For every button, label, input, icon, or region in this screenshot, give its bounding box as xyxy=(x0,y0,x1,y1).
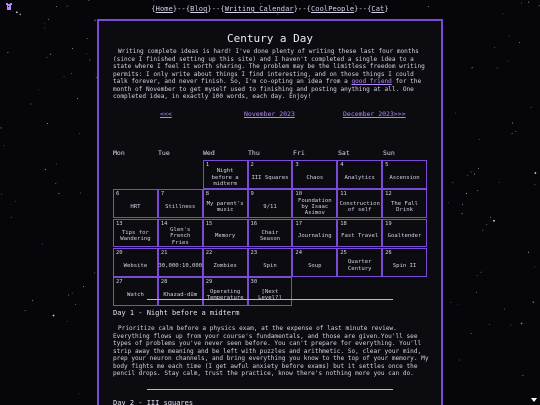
star xyxy=(15,201,16,202)
calendar-day[interactable] xyxy=(248,160,293,189)
calendar-day[interactable] xyxy=(292,219,337,248)
next-month-link[interactable]: December 2023>>> xyxy=(343,110,406,118)
star xyxy=(451,302,452,303)
star xyxy=(471,172,472,173)
star xyxy=(72,293,73,294)
star xyxy=(467,175,468,176)
day-title: Zombies xyxy=(213,262,237,269)
weekday-fri: Fri xyxy=(293,149,305,157)
star xyxy=(462,213,463,214)
nav-link-home[interactable]: Home xyxy=(155,5,173,13)
day-number: 15 xyxy=(205,220,213,227)
star xyxy=(528,2,529,3)
day-title: Memory xyxy=(215,233,236,240)
star xyxy=(44,23,45,24)
day-title: Operating xyxy=(209,288,241,295)
star xyxy=(472,67,473,68)
entry-heading: Day 2 - III squares xyxy=(113,399,194,405)
content-panel xyxy=(97,19,443,405)
day-title: III Squares xyxy=(251,174,289,181)
day-number: 26 xyxy=(385,249,392,256)
day-title: Fast Travel xyxy=(341,233,379,240)
day-title: 9/11 xyxy=(263,203,277,210)
star xyxy=(94,273,95,274)
star xyxy=(77,98,78,99)
star xyxy=(80,193,81,194)
calendar-day[interactable] xyxy=(382,160,427,189)
star xyxy=(19,14,21,16)
good-friend-link[interactable]: good friend xyxy=(351,78,392,85)
day-title: Spin xyxy=(263,262,277,269)
star xyxy=(32,300,33,301)
weekday-sun: Sun xyxy=(383,149,395,157)
star xyxy=(1,127,2,128)
star xyxy=(94,19,96,21)
day-number: 21 xyxy=(160,249,168,256)
star xyxy=(79,133,80,134)
star xyxy=(478,168,479,169)
star xyxy=(503,13,504,14)
star xyxy=(521,323,523,325)
star xyxy=(89,60,90,61)
calendar-day[interactable] xyxy=(382,219,427,248)
star xyxy=(528,252,529,253)
star xyxy=(499,182,500,183)
day-number: 22 xyxy=(205,249,213,256)
star xyxy=(521,3,522,4)
star xyxy=(534,184,535,185)
calendar-day[interactable] xyxy=(203,219,248,248)
star xyxy=(471,333,472,334)
calendar-day[interactable] xyxy=(113,277,158,306)
star xyxy=(534,266,535,267)
star xyxy=(474,174,475,175)
calendar-day[interactable] xyxy=(158,248,203,277)
calendar-day[interactable] xyxy=(382,248,427,277)
calendar-day[interactable] xyxy=(113,219,158,248)
page-title: Century a Day xyxy=(226,32,314,45)
day-title: HRT xyxy=(130,203,141,210)
calendar-day[interactable] xyxy=(292,189,337,218)
day-number: 30 xyxy=(250,279,258,286)
day-title: Foundation by Isaac Asimov xyxy=(297,197,332,217)
calendar-day[interactable] xyxy=(337,219,382,248)
calendar-day[interactable] xyxy=(203,160,248,189)
weekday-thu: Thu xyxy=(248,149,260,157)
star xyxy=(490,217,491,218)
star xyxy=(448,202,449,203)
star xyxy=(11,217,12,218)
star xyxy=(68,295,69,296)
star xyxy=(512,123,513,124)
scroll-down-icon[interactable] xyxy=(531,398,537,402)
day-title: Chair Season xyxy=(259,230,281,243)
day-title: Stillness xyxy=(165,203,196,210)
star xyxy=(1,194,2,195)
calendar-day[interactable] xyxy=(248,189,293,218)
entry-body: Prioritize calm before a physics exam, at the expense of last minute review. Everything flows up from your course's fundamentals, and those are given.You'll see types of problems you've never seen before. You can't prepare for everything. You'll strip away the meaning and be left with puzzles and arithmetic. So, clear your mind, prep your neuron channels, and bring everything you know to the top of your memory. My body fights me each time (I get awful anxiety before exams) but it settles once the pencil drops. Stay calm, trust the practice, know there's nothing more you can do. xyxy=(113,325,429,377)
day-number: 16 xyxy=(250,220,258,227)
star xyxy=(55,183,56,184)
day-title: Soup xyxy=(308,262,322,269)
star xyxy=(476,292,477,293)
weekday-wed: Wed xyxy=(203,149,215,157)
star xyxy=(455,113,456,114)
calendar-day[interactable] xyxy=(292,248,337,277)
star xyxy=(64,76,65,77)
nav-link-writing-calendar[interactable]: Writing Calendar xyxy=(224,5,294,13)
star xyxy=(532,301,534,303)
day-number: 11 xyxy=(340,191,347,198)
day-title: Glen's French Fries xyxy=(170,226,191,246)
star xyxy=(45,169,46,170)
calendar-day[interactable] xyxy=(113,189,158,218)
day-number: 27 xyxy=(116,279,123,286)
day-title: [Next xyxy=(261,288,279,295)
star xyxy=(512,133,513,134)
day-number: 18 xyxy=(340,220,347,227)
calendar-day[interactable] xyxy=(337,160,382,189)
calendar-day[interactable] xyxy=(158,189,203,218)
star xyxy=(494,47,495,48)
weekday-mon: Mon xyxy=(113,149,125,157)
star xyxy=(481,272,482,273)
day-number: 4 xyxy=(340,162,344,168)
star xyxy=(466,193,467,194)
day-title: Khazad-dûm xyxy=(163,291,198,298)
day-title: Ascension xyxy=(389,174,420,181)
star xyxy=(535,172,537,174)
day-number: 25 xyxy=(340,249,347,256)
day-title: Night before a midterm xyxy=(211,168,239,188)
star xyxy=(67,321,68,322)
day-number: 19 xyxy=(385,220,392,227)
day-title: Spin II xyxy=(392,262,417,269)
day-number: 7 xyxy=(160,191,165,198)
day-number: 14 xyxy=(160,220,168,227)
day-number: 2 xyxy=(250,162,254,168)
star xyxy=(83,286,84,287)
star xyxy=(277,14,278,15)
day-number: 13 xyxy=(116,220,123,227)
entry-heading: Day 1 - Night before a midterm xyxy=(113,309,240,317)
calendar-day[interactable] xyxy=(382,189,427,218)
day-title: 30,000:10,000 xyxy=(158,262,203,269)
day-title: Watch xyxy=(127,291,144,298)
calendar-day[interactable] xyxy=(203,277,248,306)
day-title: Tips for Wandering xyxy=(120,230,151,243)
star xyxy=(462,204,463,205)
day-number: 29 xyxy=(205,279,213,286)
star xyxy=(88,0,89,1)
day-title: Analytics xyxy=(344,174,375,181)
star xyxy=(47,123,48,124)
star xyxy=(71,73,72,74)
day-number: 20 xyxy=(116,249,123,256)
calendar-grid xyxy=(113,160,427,306)
star xyxy=(38,89,39,90)
calendar-day[interactable] xyxy=(203,189,248,218)
day-number: 9 xyxy=(250,191,254,198)
current-month-link[interactable]: November 2023 xyxy=(244,110,295,118)
day-number: 1 xyxy=(205,162,209,168)
star xyxy=(531,107,532,108)
nav-link-coolpeople[interactable]: CoolPeople xyxy=(310,5,355,13)
weekday-header xyxy=(113,149,433,158)
day-title: Quarter Century xyxy=(347,259,372,272)
day-number: 6 xyxy=(116,191,120,198)
calendar-day[interactable] xyxy=(292,160,337,189)
weekday-sat: Sat xyxy=(338,149,350,157)
star xyxy=(3,145,4,146)
weekday-tue: Tue xyxy=(158,149,170,157)
day-title: My parent's music xyxy=(206,200,244,214)
day-number: 10 xyxy=(295,191,303,198)
day-number: 28 xyxy=(160,279,168,286)
star xyxy=(78,393,79,394)
calendar-day[interactable] xyxy=(158,277,203,306)
star xyxy=(482,230,483,231)
star xyxy=(509,36,510,37)
calendar-day[interactable] xyxy=(113,248,158,277)
star xyxy=(353,3,354,4)
day-title: The Fall Drink xyxy=(391,200,418,214)
star xyxy=(75,304,76,305)
star xyxy=(504,309,505,310)
star xyxy=(48,19,49,20)
calendar-day[interactable] xyxy=(158,219,203,248)
day-number: 3 xyxy=(295,162,299,168)
nav-link-cat[interactable]: Cat xyxy=(371,5,385,13)
calendar-day[interactable] xyxy=(248,248,293,277)
star xyxy=(25,310,26,311)
star xyxy=(522,375,523,376)
star xyxy=(515,131,516,132)
star xyxy=(50,54,51,55)
month-navigation xyxy=(113,110,429,120)
day-title: Journaling xyxy=(297,233,332,240)
star xyxy=(510,325,511,326)
day-number: 17 xyxy=(295,220,303,227)
day-number: 23 xyxy=(250,249,258,256)
divider xyxy=(147,299,393,300)
star xyxy=(459,360,460,361)
star xyxy=(489,324,490,325)
star xyxy=(493,220,495,222)
star xyxy=(486,224,487,225)
day-title: Chaos xyxy=(306,174,324,181)
star xyxy=(47,57,48,58)
day-number: 5 xyxy=(385,162,389,168)
star xyxy=(508,61,509,62)
intro-paragraph: Writing complete ideas is hard! I've done plenty of writing these last four months (since I finished setting up this site) and I haven't completed a single idea to a state where I feel it worth sharing. The problem may be the limitless freedom writing permits: I only write about things I find interesting, and on those things I could talk forever, and never finish. So, I'm co-opting an idea from a good friend for the month of November to get myself used to finishing and posting anything at all. One completed idea, in exactly 100 words, each day. Enjoy! xyxy=(113,48,425,100)
star xyxy=(452,182,453,183)
star xyxy=(58,193,59,194)
star xyxy=(44,27,45,28)
calendar-day[interactable] xyxy=(248,219,293,248)
day-title: Construction of self xyxy=(339,200,380,214)
calendar-day[interactable] xyxy=(337,248,382,277)
star xyxy=(42,244,43,245)
calendar-day[interactable] xyxy=(337,189,382,218)
calendar-day[interactable] xyxy=(203,248,248,277)
star xyxy=(479,139,480,140)
star xyxy=(477,190,478,191)
star xyxy=(56,164,57,165)
divider xyxy=(147,389,393,390)
star xyxy=(7,52,8,53)
star xyxy=(87,38,88,39)
day-number: 12 xyxy=(385,191,392,198)
star xyxy=(477,275,478,276)
star xyxy=(519,42,520,43)
star xyxy=(72,48,73,49)
star xyxy=(497,67,498,68)
day-title: Website xyxy=(123,262,148,269)
calendar-day[interactable] xyxy=(248,277,293,306)
star xyxy=(86,54,87,55)
day-number: 8 xyxy=(205,191,209,198)
star xyxy=(30,104,31,105)
top-navigation: {Home}--{Blog}--{Writing Calendar}--{CoolPeople}--{Cat} xyxy=(151,5,389,13)
star xyxy=(53,315,55,317)
nav-link-blog[interactable]: Blog xyxy=(190,5,208,13)
prev-month-link[interactable]: <<< xyxy=(160,110,172,118)
day-title: Goaltender xyxy=(387,233,422,240)
star xyxy=(458,304,459,305)
day-number: 24 xyxy=(295,249,303,256)
